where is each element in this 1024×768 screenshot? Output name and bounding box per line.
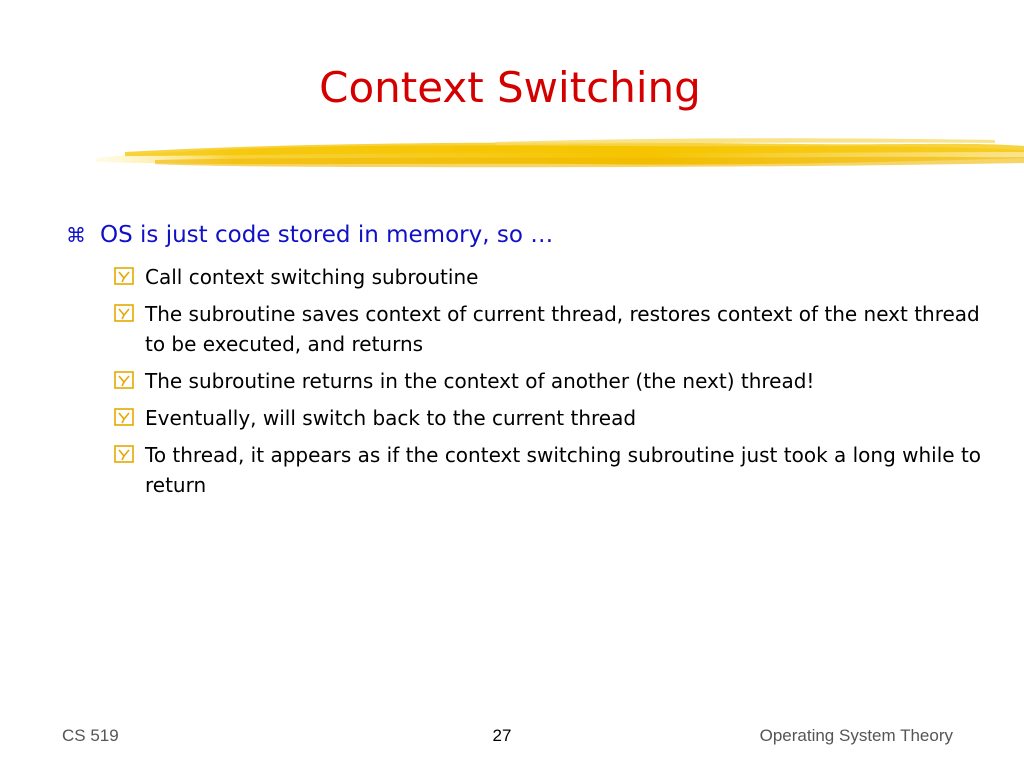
main-bullet-text: OS is just code stored in memory, so …	[100, 222, 554, 248]
sub-bullet-text: Call context switching subroutine	[145, 265, 479, 289]
sub-bullet-item	[114, 366, 994, 396]
y-box-bullet-icon	[114, 304, 134, 322]
sub-bullet-text: The subroutine returns in the context of another (the next) thread!	[145, 369, 815, 393]
footer-page-number: 27	[492, 726, 512, 745]
y-box-bullet-icon	[114, 267, 134, 285]
sub-bullet-list	[114, 262, 994, 507]
y-box-bullet-icon	[114, 445, 134, 463]
sub-bullet-item	[114, 262, 994, 292]
y-box-bullet-icon	[114, 408, 134, 426]
sub-bullet-item	[114, 403, 994, 433]
y-box-bullet-icon	[114, 371, 134, 389]
footer-course-title: Operating System Theory	[759, 726, 953, 745]
slide-title: Context Switching	[319, 63, 701, 112]
main-bullet	[66, 220, 553, 250]
sub-bullet-item	[114, 299, 994, 359]
sub-bullet-text: The subroutine saves context of current thread, restores context of the next thread to be executed, and returns	[145, 302, 980, 356]
title-underline-brushstroke	[95, 132, 1024, 180]
command-key-bullet-icon: ⌘	[66, 223, 86, 247]
sub-bullet-item	[114, 440, 994, 500]
footer-course-label: CS 519	[62, 726, 119, 745]
sub-bullet-text: Eventually, will switch back to the current thread	[145, 406, 637, 430]
sub-bullet-text: To thread, it appears as if the context switching subroutine just took a long while to return	[145, 443, 982, 497]
